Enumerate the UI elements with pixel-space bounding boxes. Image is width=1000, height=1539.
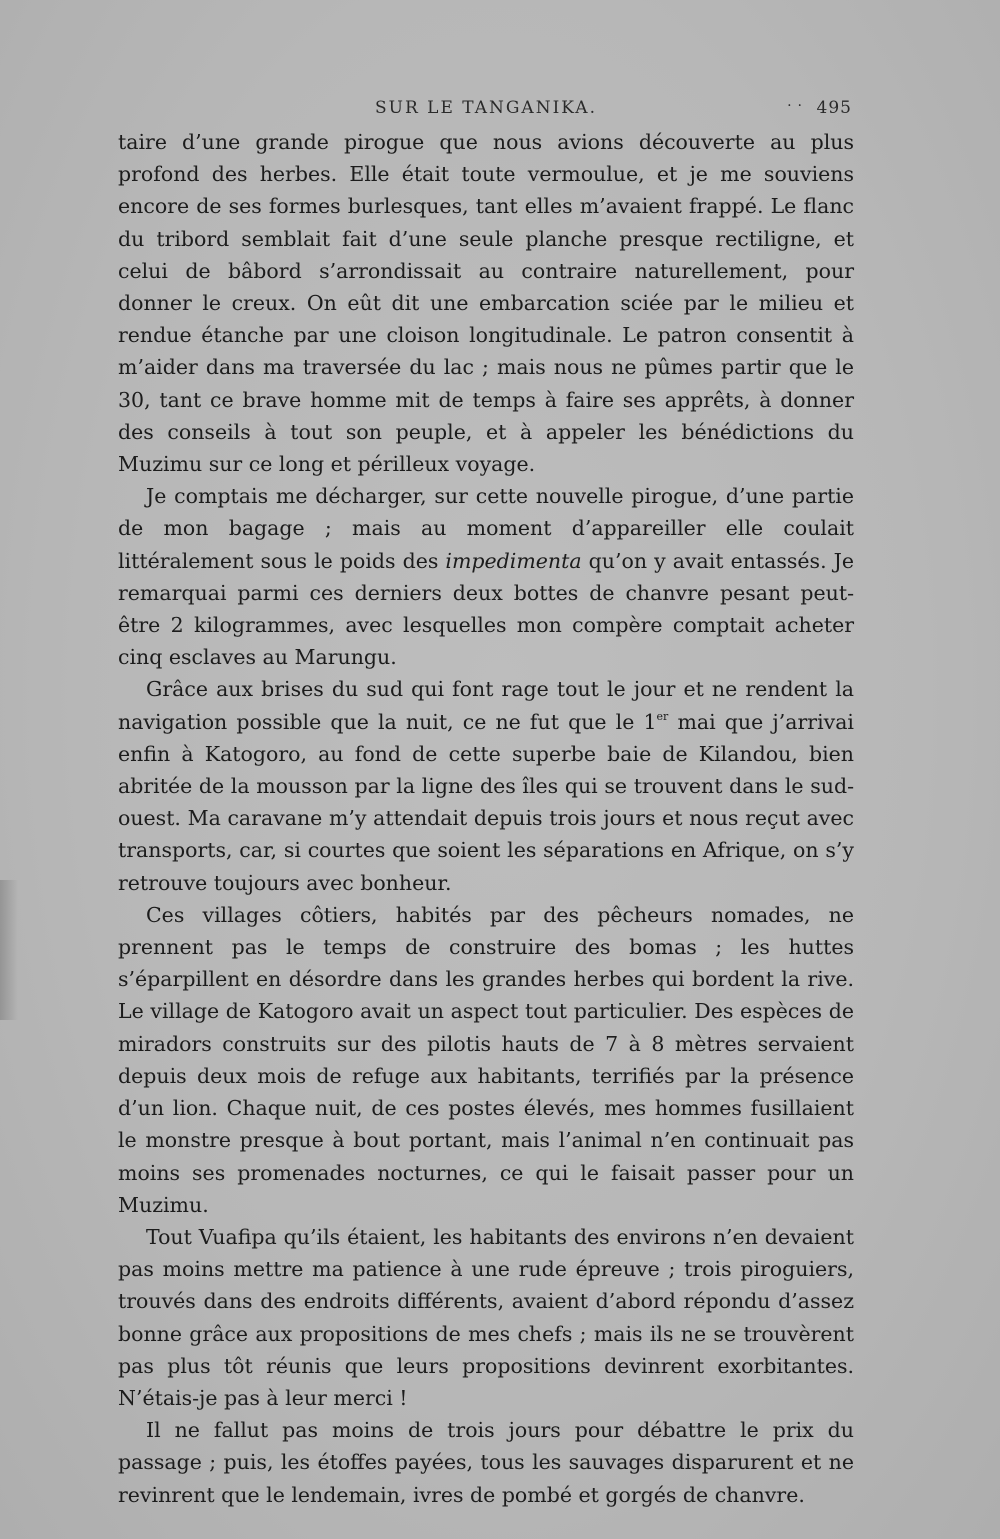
printing-specks: .. xyxy=(787,94,808,110)
body-text xyxy=(118,126,854,1511)
paragraph-2-part-1: Je comptais me décharger, sur cette nouvelle pirogue, d’une partie de mon bagage ; mais au moment d’appareiller elle coulait littéralement sous le poids des xyxy=(118,484,854,573)
paragraph-6: Il ne fallut pas moins de trois jours pour débattre le prix du passage ; puis, les étoffes payées, tous les sauvages disparurent et ne revinrent que le lendemain, ivres de pombé et gorgés de chanvre. xyxy=(118,1418,854,1507)
ordinal-superscript: er xyxy=(656,709,669,723)
paragraph-3-part-2: mai que j’arrivai enfin à Katogoro, au fond de cette superbe baie de Kilandou, bien abritée de la mousson par la ligne des îles qui se trouvent dans le sud-ouest. Ma caravane m’y attendait depuis trois jours et nous reçut avec transports, car, si courtes que soient les séparations en Afrique, on s’y retrouve toujours avec bonheur. xyxy=(118,709,854,895)
paragraph-4: Ces villages côtiers, habités par des pêcheurs nomades, ne prennent pas le temps de construire des bomas ; les huttes s’éparpillent en désordre dans les grandes herbes qui bordent la rive. Le village de Katogoro avait un aspect tout particulier. Des espèces de miradors construits sur des pilotis hauts de 7 à 8 mètres servaient depuis deux mois de refuge aux habitants, terrifiés par la présence d’un lion. Chaque nuit, de ces postes élevés, mes hommes fusillaient le monstre presque à bout portant, mais l’animal n’en continuait pas moins ses promenades nocturnes, ce qui le faisait passer pour un Muzimu. xyxy=(118,902,854,1217)
paragraph-1: taire d’une grande pirogue que nous avions découverte au plus profond des herbes. Elle était toute vermoulue, et je me souviens encore de ses formes burlesques, tant elles m’avaient frappé. Le flanc du tribord semblait fait d’une seule planche presque rectiligne, et celui de bâbord s’arrondissait au contraire naturellement, pour donner le creux. On eût dit une embarcation sciée par le milieu et rendue étanche par une cloison longitudinale. Le patron consentit à m’aider dans ma traversée du lac ; mais nous ne pûmes partir que le 30, tant ce brave homme mit de temps à faire ses apprêts, à donner des conseils à tout son peuple, et à appeler les bénédictions du Muzimu sur ce long et périlleux voyage. xyxy=(118,130,854,477)
running-title: SUR LE TANGANIKA. xyxy=(375,98,597,118)
page-number: 495 xyxy=(816,98,852,118)
paragraph-2-part-2: qu’on y avait entassés. Je remarquai parmi ces derniers deux bottes de chanvre pesant peut-être 2 kilogrammes, avec lesquelles mon compère comptait acheter cinq esclaves au Marungu. xyxy=(118,548,854,670)
page-edge-shadow xyxy=(0,880,18,1020)
paragraph-2 xyxy=(118,480,854,673)
paragraph-3-part-1: Grâce aux brises du sud qui font rage tout le jour et ne rendent la navigation possible que la nuit, ce ne fut que le 1 xyxy=(118,677,854,734)
paragraph-5: Tout Vuafipa qu’ils étaient, les habitants des environs n’en devaient pas moins mettre ma patience à une rude épreuve ; trois piroguiers, trouvés dans des endroits différents, avaient d’abord répondu d’assez bonne grâce aux propositions de mes chefs ; mais ils ne se trouvèrent pas plus tôt réunis que leurs propositions devinrent exorbitantes. N’étais-je pas à leur merci ! xyxy=(118,1224,854,1410)
italic-term: impedimenta xyxy=(445,548,582,573)
page-header xyxy=(120,94,852,120)
paragraph-3 xyxy=(118,673,854,898)
